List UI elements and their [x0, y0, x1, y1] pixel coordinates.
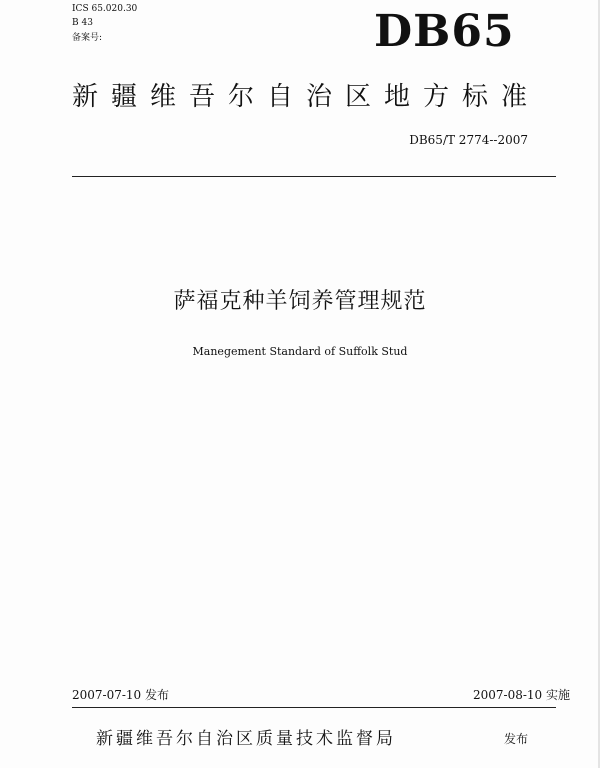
- db-code-logo: DB65: [374, 6, 515, 57]
- issuing-suffix: 发布: [504, 732, 529, 746]
- ics-code: ICS 65.020.30: [72, 4, 138, 14]
- standard-type-title: 新疆维吾尔自治区地方标准: [72, 82, 541, 112]
- record-number-label: 备案号:: [72, 33, 103, 43]
- document-title-english: Manegement Standard of Suffolk Stud: [192, 345, 408, 358]
- category-code: B 43: [72, 18, 93, 28]
- publish-date: 2007-07-10 发布: [72, 688, 170, 702]
- footer-divider: [72, 707, 556, 708]
- header-divider: [72, 176, 556, 177]
- issuing-authority: 新疆维吾尔自治区质量技术监督局: [96, 729, 396, 749]
- standard-number: DB65/T 2774--2007: [409, 133, 528, 147]
- document-title-chinese: 萨福克种羊饲养管理规范: [173, 289, 427, 314]
- implement-date: 2007-08-10 实施: [472, 688, 570, 702]
